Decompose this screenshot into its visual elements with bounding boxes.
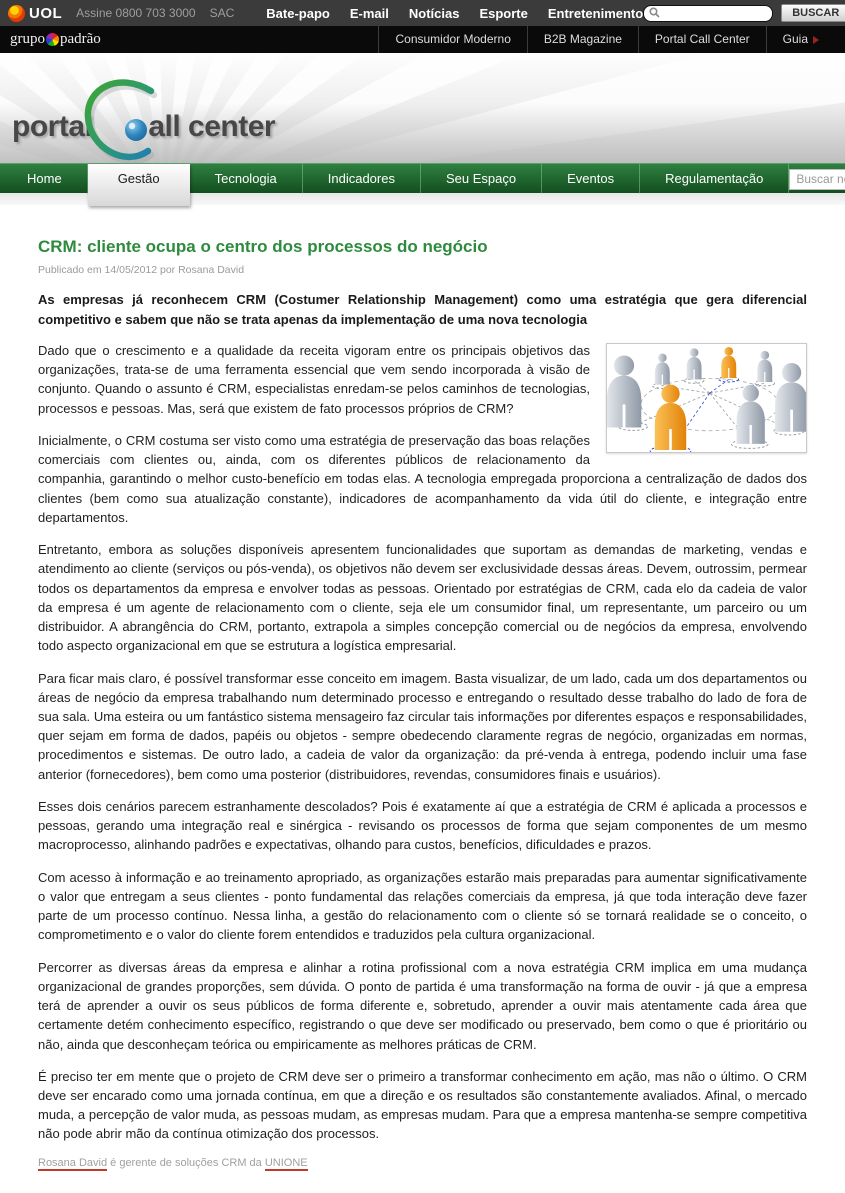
article-paragraph: É preciso ter em mente que o projeto de CRM deve ser o primeiro a transformar conhecimento em ação, mas não o último. O CRM deve ser encarado como uma jornada contínua, em que a direção e os resultados são constantemente avaliados. Afinal, o mercado muda, a percepção de valor muda, as pessoas mudam, as empresas mudam. Para que a empresa mantenha-se sempre competitiva não pode abrir mão da contínua otimização dos processos. <box>38 1068 807 1142</box>
uol-link-bate-papo[interactable]: Bate-papo <box>266 5 330 21</box>
nav-seu-espaco[interactable]: Seu Espaço <box>421 164 542 194</box>
footer-text: é gerente de soluções CRM da <box>107 1156 265 1169</box>
grupo-padrao-icon <box>46 33 59 46</box>
article-meta: Publicado em 14/05/2012 por Rosana David <box>38 264 245 276</box>
article-paragraph: Inicialmente, o CRM costuma ser visto como uma estratégia de preservação das boas relações comerciais com clientes ou, ainda, com os diferentes públicos de relacionamento da companhia, garantindo o melhor custo-benefício em todas elas. A tecnologia empregada proporciona a centralização de dados dos clientes (bem como sua atualização constante), indicadores de acompanhamento da vida útil do cliente, e integração entre departamentos. <box>38 432 807 525</box>
uol-link-esporte[interactable]: Esporte <box>479 5 528 21</box>
portal-call-center-logo[interactable] <box>12 75 275 163</box>
uol-search-input[interactable] <box>643 5 773 22</box>
article-footer <box>38 1157 807 1169</box>
uol-logo[interactable] <box>8 5 62 22</box>
nav-tecnologia[interactable]: Tecnologia <box>190 164 303 194</box>
main-nav <box>0 163 845 193</box>
grupo-padrao-logo-part2: padrão <box>60 31 101 47</box>
uol-top-bar <box>0 0 845 26</box>
crm-network-image <box>606 343 807 453</box>
logo-text-portal: portal <box>12 110 93 143</box>
sac-link[interactable]: SAC <box>209 6 235 20</box>
uol-search-box <box>643 4 773 23</box>
padrao-links <box>378 26 835 53</box>
call-center-swirl-icon <box>76 75 168 163</box>
logo-text-all-center: all center <box>148 110 276 143</box>
article-paragraph: Esses dois cenários parecem estranhamente descolados? Pois é exatamente aí que a estratégia de CRM é aplicada a processos e pessoas, gerando uma integração real e sinérgica - revisando os processos de forma que sejam componentes de um mesmo macroprocesso, alinhando padrões e expectativas, olhando para custos, benefícios, dificuldades e prazos. <box>38 798 807 853</box>
article-paragraph: Dado que o crescimento e a qualidade da receita vigoram entre os principais objetivos das organizações, trata-se de uma ferramenta essencial que vem sendo incorporada à visão de conjunto. Quando o assunto é CRM, especialistas enredam-se pelos caminhos de tecnologias, processos e pessoas. Mas, será que existem de fato processos próprios de CRM? <box>38 343 590 416</box>
article-title: CRM: cliente ocupa o centro dos processos do negócio <box>38 237 488 256</box>
grupo-padrao-logo[interactable] <box>10 31 101 48</box>
uol-logo-text: UOL <box>29 4 63 22</box>
search-icon <box>649 7 660 18</box>
article-paragraph: Para ficar mais claro, é possível transformar esse conceito em imagem. Basta visualizar, de um lado, cada um dos departamentos ou áreas de negócio da empresa trabalhando num determinado processo e entregando o resultado desse trabalho do lado de fora de sua sala. Uma esteira ou um fantástico sistema mensageiro faz circular tais informações por diferentes espaços e responsabilidades, quer sejam em forma de dados, papéis ou objetos - sempre obedecendo claramente regras de negócio, organizadas em normas, procedimentos e sistemas. De outro lado, a cadeia de valor da organização: da pré-venda à entrega, podendo incluir uma fase anterior (fornecedores), bem como uma posterior (distribuidores, revendas, consumidores finais e usuários). <box>38 670 807 782</box>
uol-link-entretenimento[interactable]: Entretenimento <box>547 5 644 21</box>
grupo-padrao-logo-part1: grupo <box>10 31 45 47</box>
article-paragraph: Com acesso à informação e ao treinamento apropriado, as organizações estarão mais preparadas para aumentar significativamente o valor que entregam a seus clientes - ponto fundamental das relações comerciais da empresa, já que toda interação deve fazer parte de um processo contínuo. Nessa linha, a gestão do relacionamento com o cliente só se tornará realidade se o conceito, o comprometimento e o valor do cliente forem entendidos e traduzidos pela cultura organizacional. <box>38 869 807 943</box>
network-people-illustration <box>607 344 806 452</box>
site-search-input[interactable] <box>789 169 845 190</box>
grupo-padrao-bar <box>0 26 845 53</box>
link-b2b-magazine[interactable]: B2B Magazine <box>527 26 638 53</box>
article-paragraph: Percorrer as diversas áreas da empresa e alinhar a rotina profissional com a nova estratégia CRM implica em uma mudança organizacional de grandes proporções, sem dúvida. O ponto de partida é uma transformação na forma de ouvir - já que a empresa terá de aprender a ouvir os seus públicos de forma diferente e, sobretudo, aprender a ouvir mais atentamente cada área que certamente detém conhecimento específico, registrando o que deve ser modificado ou preservado, bem como o que é prioritário ou não, ainda que desconheçam teórica ou empiricamente as melhores práticas de CRM. <box>38 959 807 1052</box>
nav-indicadores[interactable]: Indicadores <box>303 164 421 194</box>
site-header <box>0 53 845 163</box>
site-search-box <box>789 164 845 194</box>
uol-link-email[interactable]: E-mail <box>349 5 389 21</box>
article <box>0 205 845 1193</box>
nav-home[interactable]: Home <box>2 164 88 194</box>
article-intro: As empresas já reconhecem CRM (Costumer Relationship Management) como uma estratégia que gera diferencial competitivo e sabem que não se trata apenas da implementação de uma nova tecnologia <box>38 292 807 327</box>
nav-regulamentacao[interactable]: Regulamentação <box>640 164 789 194</box>
nav-eventos[interactable]: Eventos <box>542 164 640 194</box>
guia-label: Guia <box>782 32 808 46</box>
uol-buscar-button[interactable]: BUSCAR <box>781 4 845 22</box>
nav-gestao[interactable]: Gestão <box>88 164 190 206</box>
article-paragraph: Entretanto, embora as soluções disponíveis apresentem funcionalidades que suportam as demandas de marketing, vendas e atendimento ao cliente (serviços ou pós-venda), os objetivos não devem ser exclusividade dessas áreas. Devem, outrossim, permear todos os departamentos da empresa e envolver todas as pessoas. Orientado por estratégias de CRM, cada elo da cadeia de valor da empresa é um agente de relacionamento com o cliente, seja ele um consumidor final, um representante, um parceiro ou um distribuidor. A abrangência do CRM, portanto, extrapola a simples concepção comercial ou de negócios da empresa, envolvendo todo aspecto organizacional em que se estrutura a logística empresarial. <box>38 542 807 654</box>
author-link[interactable]: Rosana David <box>38 1156 108 1169</box>
assine-link[interactable]: Assine 0800 703 3000 <box>76 6 196 20</box>
uol-links <box>266 6 643 21</box>
link-portal-call-center[interactable]: Portal Call Center <box>638 26 766 53</box>
company-link[interactable]: UNIONE <box>264 1156 308 1169</box>
link-consumidor-moderno[interactable]: Consumidor Moderno <box>378 26 526 53</box>
uol-ball-icon <box>8 5 25 22</box>
guia-arrow-icon <box>813 36 819 44</box>
uol-link-noticias[interactable]: Notícias <box>408 5 460 21</box>
link-guia[interactable] <box>766 26 835 53</box>
